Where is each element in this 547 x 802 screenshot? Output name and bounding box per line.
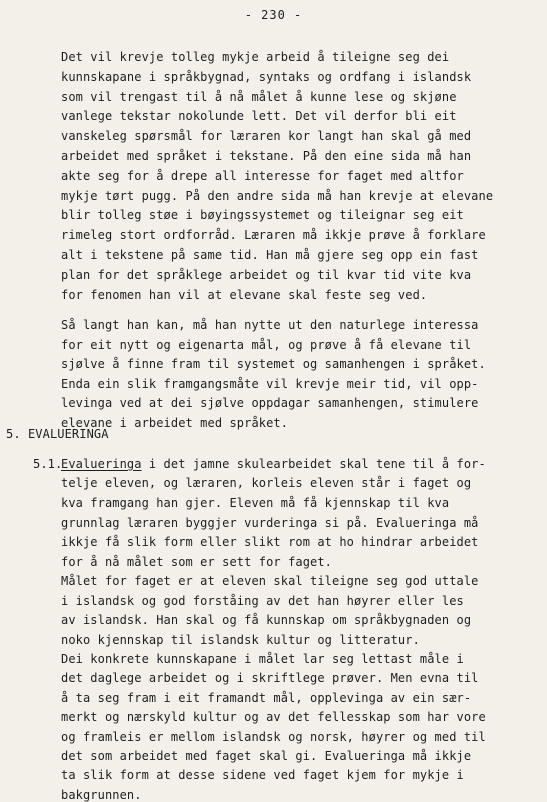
text-line: alt i tekstene på same tid. Han må gjere seg opp ein fast	[61, 248, 479, 262]
text-line: kva framgang han gjer. Eleven må få kjennskap til kva	[61, 495, 450, 510]
text-line: merkt og nærskyld kultur og av det fellesskap som har vore	[61, 710, 486, 725]
text-line: mykje tørt pugg. På den andre sida må han krevje at elevane	[61, 188, 494, 203]
text-line: ta slik form at desse sidene ved faget kjem for mykje i	[61, 768, 464, 783]
subsection-number: 5.1.	[33, 457, 63, 471]
text-line: ikkje få slik form eller slikt rom at ho hindrar arbeidet	[61, 535, 479, 550]
text-line: det som arbeidet med faget skal gi. Evalueringa må ikkje	[61, 749, 472, 763]
text-line: akte seg for å drepe all interesse for faget med altfor	[61, 168, 464, 183]
first-line-rest: i det jamne skulearbeidet skal tene til å for-	[141, 457, 486, 471]
section-heading: 5. EVALUERINGA	[6, 427, 109, 441]
text-line: for fenomen han vil at elevane skal feste seg ved.	[61, 287, 428, 302]
text-line: det daglege arbeidet og i skriftlege prøver. Men evna til	[61, 671, 479, 686]
text-line: grunnlag læraren byggjer vurderinga si på. Evalueringa må	[61, 515, 479, 530]
text-line: vanlege tekstar nokolunde lett. Det vil derfor bli eit	[61, 109, 457, 124]
text-line: Enda ein slik framgangsmåte vil krevje meir tid, vil opp-	[61, 376, 479, 391]
text-line: elevane i arbeidet med språket.	[61, 415, 289, 430]
text-line: Målet for faget er at eleven skal tileigne seg god uttale	[61, 574, 479, 588]
text-line: og framleis er mellom islandsk og norsk, høyrer og med til	[61, 729, 486, 744]
text-line: arbeidet med språket i tekstane. På den eine sida må han	[61, 149, 472, 163]
text-line: å ta seg fram i eit framandt mål, opplevinga av ein sær-	[61, 690, 472, 705]
text-line: Det vil krevje tolleg mykje arbeid å tileigne seg dei	[61, 50, 450, 64]
text-line: som vil trengast til å nå målet å kunne lese og skjøne	[61, 89, 457, 104]
text-line: rimeleg stort ordforråd. Læraren må ikkje prøve å forklare	[61, 228, 486, 243]
text-line: av islandsk. Han skal og få kunnskap om språkbygnaden og	[61, 613, 472, 628]
text-line: plan for det språklege arbeidet og til kvar tid vite kva	[61, 267, 472, 282]
text-line: blir tolleg støe i bøyingssystemet og tileignar seg eit	[61, 208, 464, 223]
text-line: i islandsk og god forståing av det han høyrer eller les	[61, 593, 464, 608]
text-line: vanskeleg spørsmål for læraren kor langt han skal gå med	[61, 129, 472, 144]
page-number: - 230 -	[244, 8, 303, 22]
text-line: telje eleven, og læraren, korleis eleven står i faget og	[61, 476, 472, 490]
text-line: sjølve å finne fram til systemet og samanhengen i språket.	[61, 357, 486, 371]
text-line: kunnskapane i språkbygnad, syntaks og ordfang i islandsk	[61, 69, 472, 84]
text-line: noko kjennskap til islandsk kultur og litteratur.	[61, 632, 420, 647]
text-line: bakgrunnen.	[61, 787, 142, 802]
text-line: levinga ved at dei sjølve oppdagar samanhengen, stimulere	[61, 396, 479, 410]
text-line: Dei konkrete kunnskapane i målet lar seg lettast måle i	[61, 652, 464, 666]
underlined-keyword: Evalueringa	[61, 457, 142, 471]
subsection-first-line	[61, 457, 486, 471]
text-line: for eit nytt og eigenarta mål, og prøve å få elevane til	[61, 337, 472, 352]
text-line: for å nå målet som er sett for faget.	[61, 555, 333, 570]
text-line: Så langt han kan, må han nytte ut den naturlege interessa	[61, 318, 479, 332]
